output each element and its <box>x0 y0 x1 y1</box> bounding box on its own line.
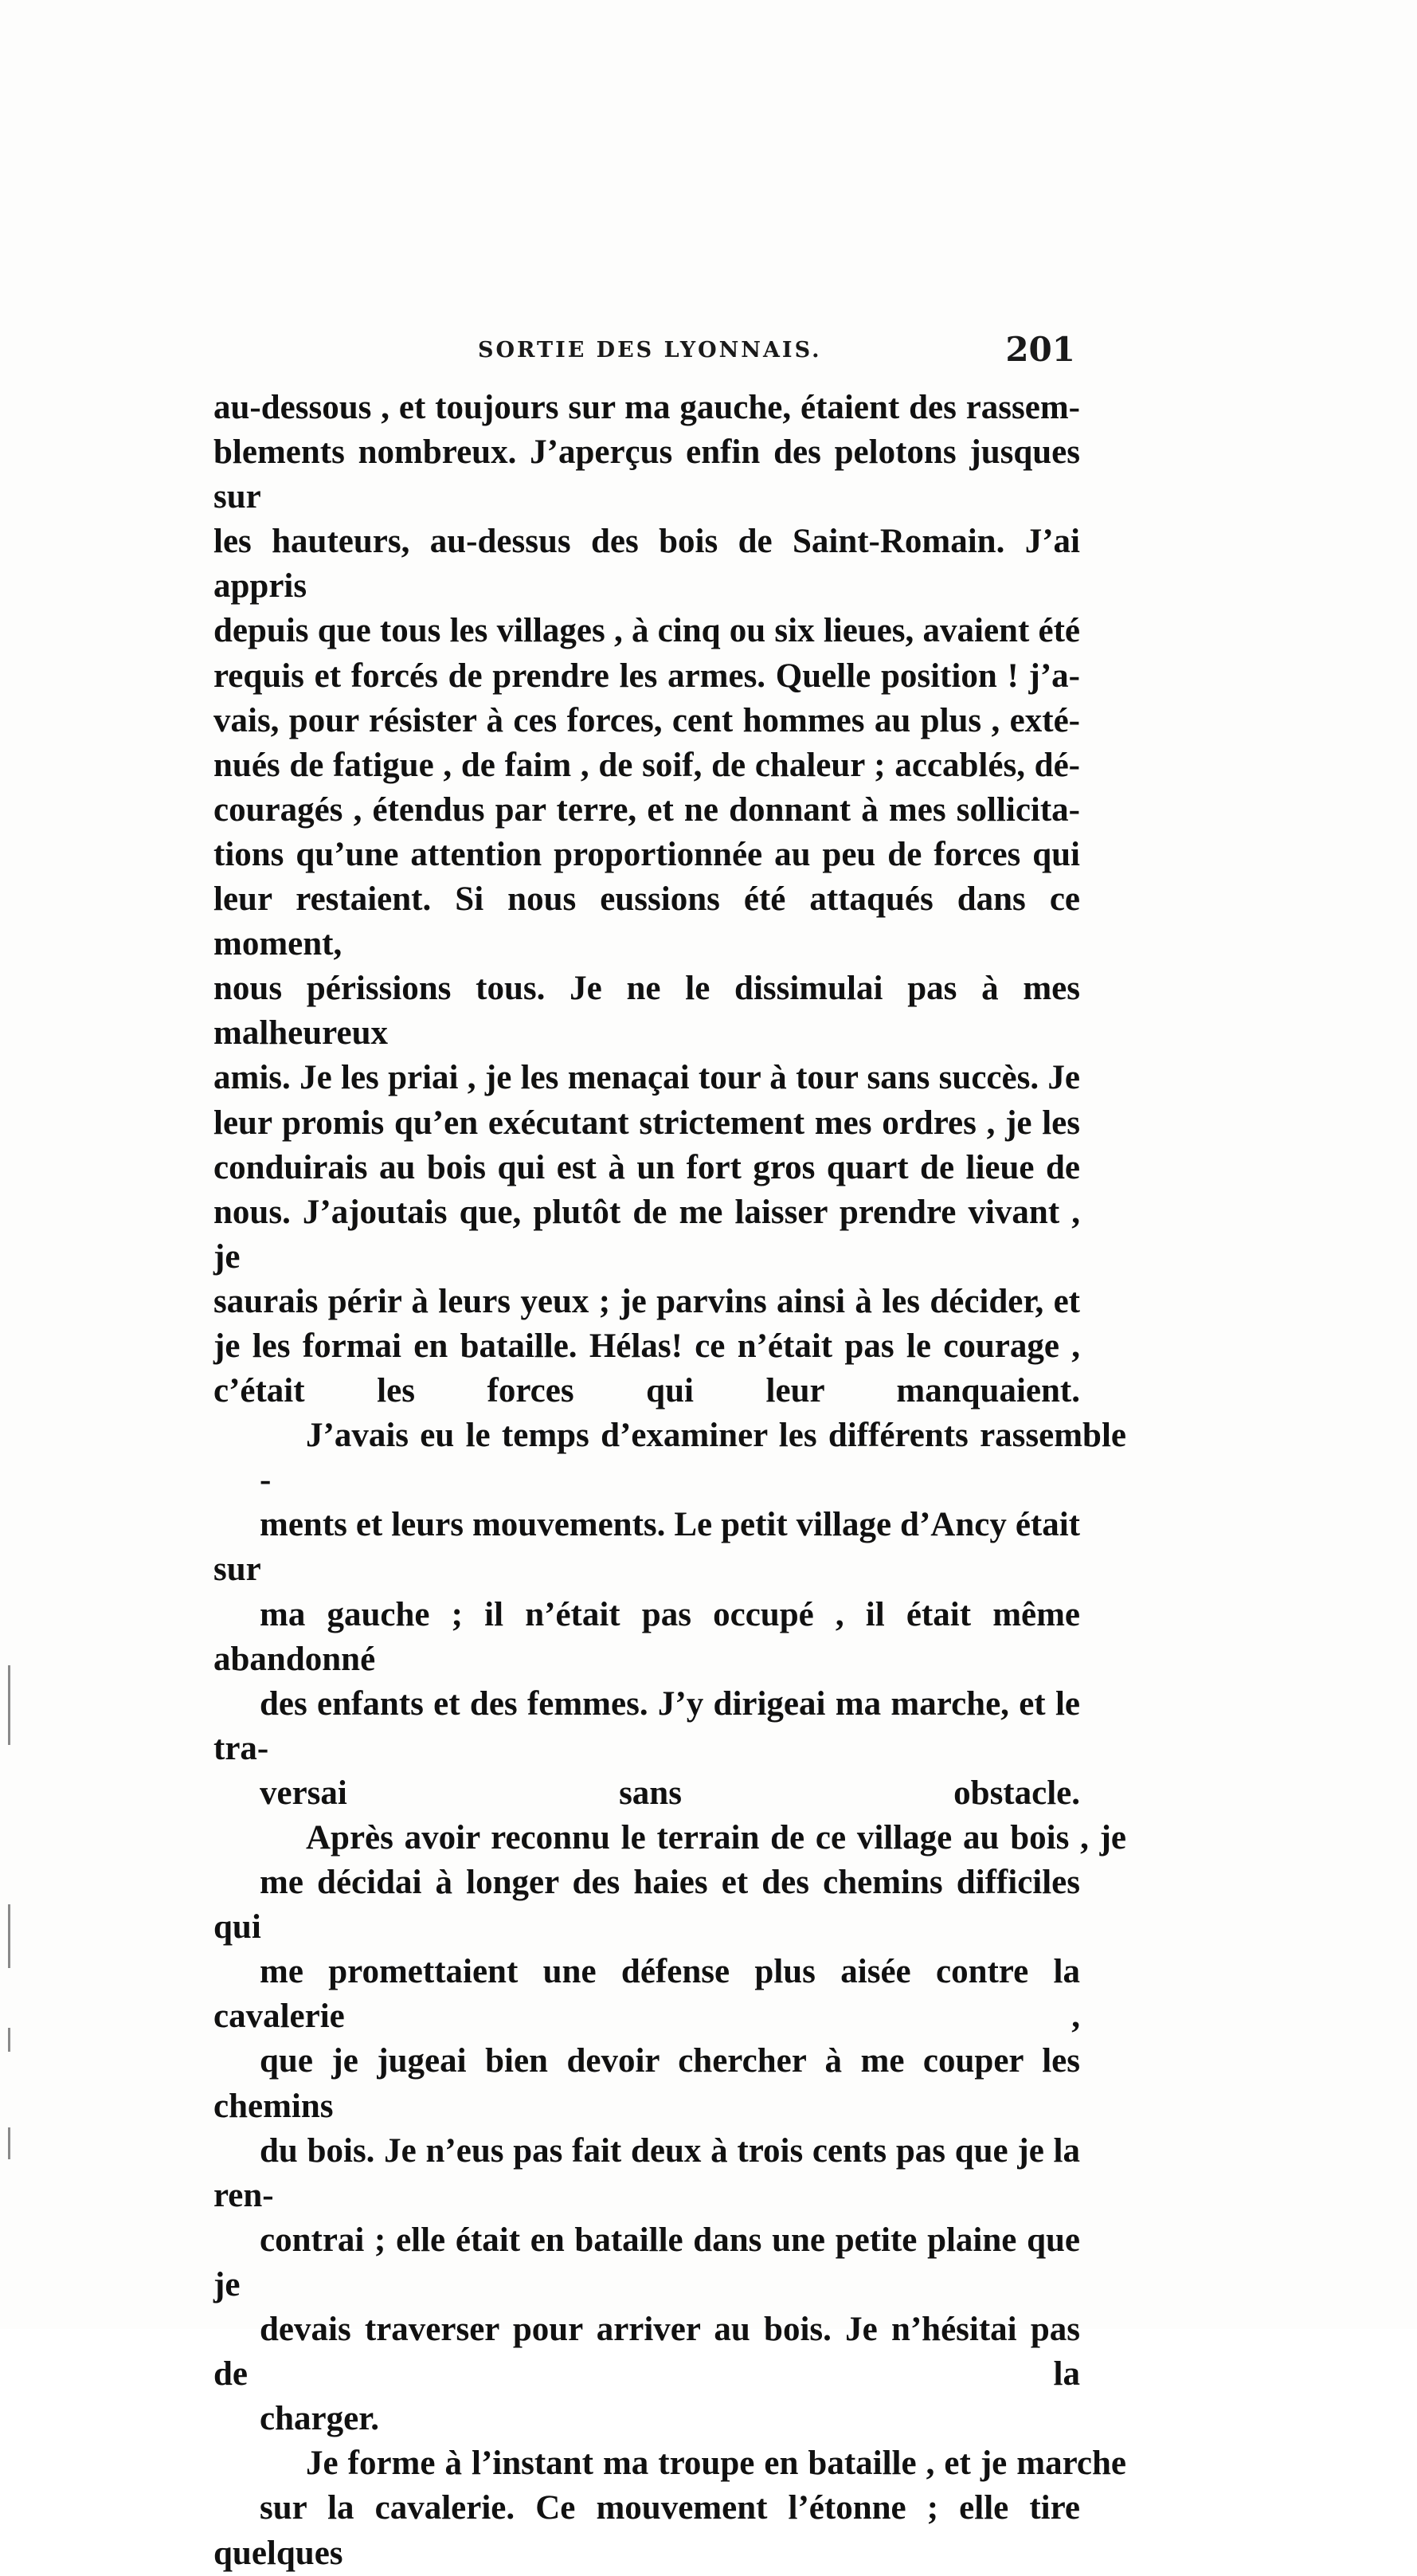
text-line: que je jugeai bien devoir chercher à me couper les chemins <box>213 2042 1080 2125</box>
scan-edge-mark <box>8 2028 10 2052</box>
body-text <box>213 386 1126 2576</box>
text-line: des enfants et des femmes. J’y dirigeai ma marche, et le tra- <box>213 1684 1080 1767</box>
text-line: tions qu’une attention proportionnée au peu de forces qui <box>213 835 1080 873</box>
paragraph <box>213 1413 1126 1816</box>
text-line: les hauteurs, au-dessus des bois de Saint-Romain. J’ai appris <box>213 523 1080 606</box>
running-title: SORTIE DES LYONNAIS. <box>478 338 822 363</box>
text-line: devais traverser pour arriver au bois. Je n’hésitai pas de la <box>213 2311 1080 2394</box>
text-line: depuis que tous les villages , à cinq ou six lieues, avaient été <box>213 612 1080 650</box>
text-line: saurais périr à leurs yeux ; je parvins ainsi à les décider, et <box>213 1282 1080 1320</box>
scan-edge-mark <box>8 1665 10 1745</box>
text-line: contrai ; elle était en bataille dans une petite plaine que je <box>213 2221 1080 2304</box>
text-line: versai sans obstacle. <box>260 1774 1080 1812</box>
text-line: vais, pour résister à ces forces, cent hommes au plus , exté- <box>213 701 1080 739</box>
paragraph <box>213 1816 1126 2441</box>
text-line: au-dessous , et toujours sur ma gauche, étaient des rassem- <box>213 389 1080 426</box>
scan-edge-mark <box>8 1904 10 1968</box>
text-line: Je forme à l’instant ma troupe en bataille , et je marche <box>306 2445 1126 2483</box>
text-line: nous. J’ajoutais que, plutôt de me laisser prendre vivant , je <box>213 1193 1080 1276</box>
paragraph <box>213 386 1080 1413</box>
text-line: nués de fatigue , de faim , de soif, de chaleur ; accablés, dé- <box>213 746 1080 784</box>
text-line: je les formai en bataille. Hélas! ce n’était pas le courage , <box>213 1327 1080 1365</box>
text-line: ments et leurs mouvements. Le petit village d’Ancy était sur <box>213 1506 1080 1589</box>
text-line: leur promis qu’en exécutant strictement mes ordres , je les <box>213 1104 1080 1142</box>
text-line: me décidai à longer des haies et des chemins difficiles qui <box>213 1864 1080 1947</box>
text-line: nous périssions tous. Je ne le dissimulai pas à mes malheureux <box>213 970 1080 1053</box>
paragraph <box>213 2441 1126 2575</box>
text-line: sur la cavalerie. Ce mouvement l’étonne ; elle tire quelques <box>213 2489 1080 2572</box>
text-line: me promettaient une défense plus aisée contre la cavalerie , <box>213 1953 1080 2036</box>
text-line: Après avoir reconnu le terrain de ce village au bois , je <box>306 1819 1126 1857</box>
text-line: ma gauche ; il n’était pas occupé , il était même abandonné <box>213 1595 1080 1678</box>
text-line: conduirais au bois qui est à un fort gros quart de lieue de <box>213 1148 1080 1186</box>
text-line: leur restaient. Si nous eussions été attaqués dans ce moment, <box>213 880 1080 963</box>
text-line: du bois. Je n’eus pas fait deux à trois cents pas que je la ren- <box>213 2131 1080 2214</box>
text-line: charger. <box>260 2400 380 2438</box>
text-line: c’était les forces qui leur manquaient. <box>213 1372 1080 1410</box>
text-line: J’avais eu le temps d’examiner les différents rassemble - <box>260 1417 1126 1500</box>
running-head <box>215 330 1075 378</box>
text-line: couragés , étendus par terre, et ne donnant à mes sollicita- <box>213 790 1080 829</box>
text-line: amis. Je les priai , je les menaçai tour à tour sans succès. Je <box>213 1059 1080 1097</box>
text-line: requis et forcés de prendre les armes. Quelle position ! j’a- <box>213 657 1080 695</box>
scan-edge-mark <box>8 2127 10 2159</box>
text-line: blements nombreux. J’aperçus enfin des pelotons jusques sur <box>213 433 1080 516</box>
page-number: 201 <box>1005 330 1075 369</box>
